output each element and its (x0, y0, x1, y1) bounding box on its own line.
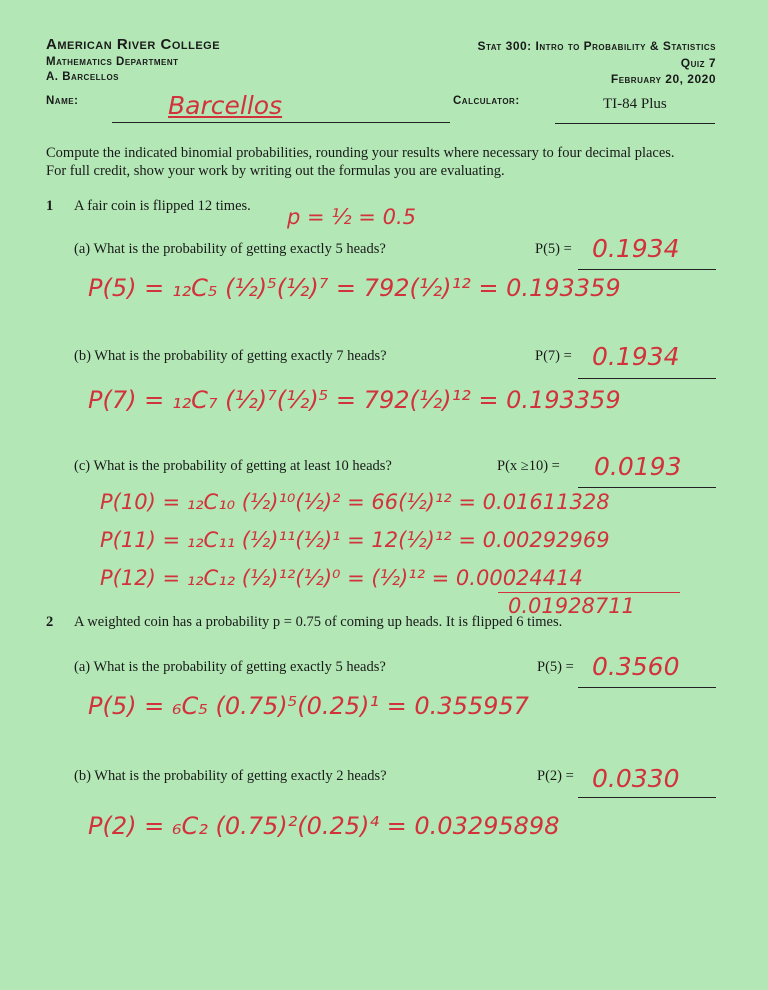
problem-1b-question: (b) What is the probability of getting exactly 7 heads? (74, 348, 387, 364)
problem-1b-answer-line (578, 378, 716, 379)
problem-2b-answer-label: P(2) = (537, 768, 574, 784)
problem-1c-sum-line (498, 592, 680, 593)
problem-1b-work: P(7) = ₁₂C₇ (½)⁷(½)⁵ = 792(½)¹² = 0.193359 (88, 386, 621, 414)
problem-1b-answer-label: P(7) = (535, 348, 572, 364)
problem-2a-answer-line (578, 687, 716, 688)
problem-2a-answer-label: P(5) = (537, 659, 574, 675)
name-handwritten: Barcellos (168, 91, 283, 120)
problem-2a-work: P(5) = ₆C₅ (0.75)⁵(0.25)¹ = 0.355957 (88, 692, 529, 720)
problem-1a-answer-line (578, 269, 716, 270)
problem-1c-work-line-3: P(12) = ₁₂C₁₂ (½)¹²(½)⁰ = (½)¹² = 0.00024414 (100, 566, 583, 590)
quiz-number: Quiz 7 (680, 56, 716, 70)
problem-1c-work-line-2: P(11) = ₁₂C₁₁ (½)¹¹(½)¹ = 12(½)¹² = 0.00292969 (100, 528, 610, 552)
problem-2b-answer: 0.0330 (592, 764, 680, 793)
problem-2a-question: (a) What is the probability of getting exactly 5 heads? (74, 659, 386, 675)
college-name: American River College (46, 36, 221, 53)
problem-2b-answer-line (578, 797, 716, 798)
course-title: Stat 300: Intro to Probability & Statistics (477, 39, 716, 53)
problem-2-text: A weighted coin has a probability p = 0.75 of coming up heads. It is flipped 6 times. (74, 614, 563, 630)
problem-2-number: 2 (46, 614, 54, 630)
problem-1a-work: P(5) = ₁₂C₅ (½)⁵(½)⁷ = 792(½)¹² = 0.193359 (88, 274, 621, 302)
problem-1c-answer-label: P(x ≥10) = (497, 458, 560, 474)
problem-1c-question: (c) What is the probability of getting at least 10 heads? (74, 458, 392, 474)
calculator-value: TI-84 Plus (603, 96, 667, 112)
problem-1-number: 1 (46, 198, 54, 214)
problem-2a-answer: 0.3560 (592, 652, 680, 681)
problem-2b-work: P(2) = ₆C₂ (0.75)²(0.25)⁴ = 0.03295898 (88, 812, 560, 840)
problem-1c-answer-line (578, 487, 716, 488)
problem-1a-question: (a) What is the probability of getting exactly 5 heads? (74, 241, 386, 257)
problem-2b-question: (b) What is the probability of getting exactly 2 heads? (74, 768, 387, 784)
quiz-date: February 20, 2020 (610, 72, 716, 86)
department-name: Mathematics Department (46, 56, 179, 68)
calculator-line (555, 123, 715, 124)
name-label: Name: (46, 95, 79, 107)
instructor-name: A. Barcellos (46, 71, 119, 83)
instructions-line-1: Compute the indicated binomial probabilities, rounding your results where necessary to four decimal places. (46, 145, 675, 161)
problem-1c-answer: 0.0193 (594, 452, 682, 481)
problem-1-text: A fair coin is flipped 12 times. (74, 198, 251, 214)
instructions-line-2: For full credit, show your work by writing out the formulas you are evaluating. (46, 163, 505, 179)
calculator-label: Calculator: (453, 95, 520, 107)
problem-1-p-handwritten: p = ½ = 0.5 (287, 205, 416, 229)
problem-1c-work-line-1: P(10) = ₁₂C₁₀ (½)¹⁰(½)² = 66(½)¹² = 0.01611328 (100, 490, 610, 514)
problem-1b-answer: 0.1934 (592, 342, 680, 371)
problem-1a-answer: 0.1934 (592, 234, 680, 263)
problem-1c-sum: 0.01928711 (508, 594, 635, 618)
name-line (112, 122, 450, 123)
problem-1a-answer-label: P(5) = (535, 241, 572, 257)
